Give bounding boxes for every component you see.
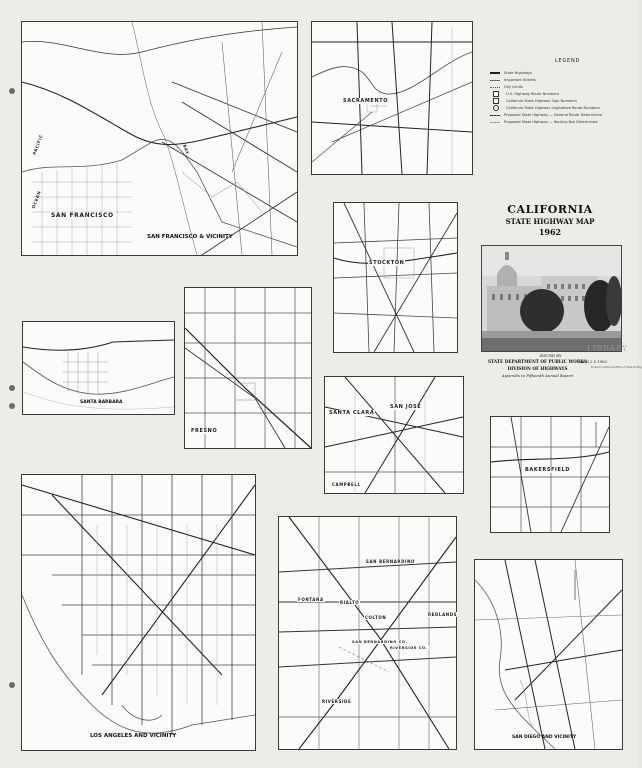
inset-title: BAKERSFIELD — [525, 467, 571, 473]
sacramento-road-network — [312, 22, 472, 174]
issued-by: ISSUED BY — [539, 353, 562, 358]
place-fontana: FONTANA — [298, 597, 324, 602]
binding-hole — [9, 403, 15, 409]
shield-icon — [493, 91, 499, 97]
san-jose-road-network — [325, 377, 463, 493]
inset-san-diego[interactable] — [474, 559, 623, 750]
fresno-road-network — [185, 288, 311, 448]
dotted-line-icon — [490, 87, 500, 88]
appendix-note: Appendix to Fifteenth Annual Report — [501, 373, 574, 378]
inset-santa-barbara[interactable] — [22, 321, 175, 415]
place-rialto: RIALTO — [340, 600, 360, 605]
inset-title: LOS ANGELES AND VICINITY — [90, 733, 177, 739]
circle-icon — [493, 105, 499, 111]
place-riv-county-line: RIVERSIDE CO. — [390, 646, 428, 650]
legend-item: Proposed State Highway — Routing Not Determined — [490, 119, 625, 125]
binding-hole — [9, 682, 15, 688]
printer-note: Printed in California Office of State Printing — [591, 366, 642, 369]
inset-stockton[interactable] — [333, 202, 458, 353]
shield-icon — [493, 98, 499, 104]
inset-title: SAN DIEGO AND VICINITY — [512, 735, 577, 740]
inset-sacramento[interactable] — [311, 21, 473, 175]
place-santa-clara: SANTA CLARA — [329, 410, 375, 416]
legend — [490, 58, 625, 126]
la-road-network — [22, 475, 255, 750]
place-pacific: PACIFIC — [31, 133, 44, 156]
place-campbell: CAMPBELL — [332, 482, 361, 487]
department: STATE DEPARTMENT OF PUBLIC WORKS — [488, 359, 587, 364]
binding-hole — [9, 88, 15, 94]
inset-title: SAN FRANCISCO & VICINITY — [147, 234, 233, 240]
capitol-photo — [481, 245, 622, 352]
inset-title: SANTA BARBARA — [80, 400, 123, 405]
inset-san-francisco[interactable] — [21, 21, 298, 256]
division: DIVISION OF HIGHWAYS — [507, 366, 568, 371]
legend-title: LEGEND — [554, 58, 581, 64]
stockton-road-network — [334, 203, 457, 352]
inset-title: FRESNO — [191, 428, 218, 434]
place-sb-county-line: SAN BERNARDINO CO. — [352, 640, 408, 644]
place-redlands: REDLANDS — [428, 612, 458, 617]
dash-dot-line-icon — [490, 122, 500, 123]
legend-item: California State Highway Sign Numbers — [490, 98, 625, 104]
sb-riverside-road-network — [279, 517, 456, 749]
inset-los-angeles[interactable] — [21, 474, 256, 751]
inset-title: SACRAMENTO — [343, 98, 389, 104]
legend-item: California State Highway Legislative Route Numbers — [490, 105, 625, 111]
dashed-line-icon — [490, 115, 500, 116]
place-san-francisco: SAN FRANCISCO — [51, 212, 114, 219]
legend-item: Important Streets — [490, 77, 625, 83]
map-year: 1962 — [538, 227, 562, 237]
binding-hole — [9, 385, 15, 391]
map-subtitle: STATE HIGHWAY MAP — [505, 217, 595, 226]
received-date: AUG 2 0 1962 — [580, 359, 608, 364]
inset-fresno[interactable] — [184, 287, 312, 449]
solid-thin-line-icon — [490, 80, 500, 81]
capitol-building-image — [482, 246, 621, 351]
place-ocean: OCEAN — [30, 189, 42, 210]
inset-title: STOCKTON — [369, 260, 405, 266]
inset-san-bernardino-riverside[interactable] — [278, 516, 457, 750]
legend-item: U.S. Highway Route Numbers — [490, 91, 625, 97]
legend-item: State Highways — [490, 70, 625, 76]
legend-item: Proposed State Highway — General Route Determined — [490, 112, 625, 118]
place-bay: BAY — [182, 143, 191, 156]
place-colton: COLTON — [365, 615, 387, 620]
solid-heavy-line-icon — [490, 72, 500, 74]
place-riverside: RIVERSIDE — [322, 699, 352, 704]
legend-item: City Limits — [490, 84, 625, 90]
sd-road-network — [475, 560, 622, 749]
library-stamp: LIBRARY — [587, 344, 628, 353]
map-title: CALIFORNIA — [507, 203, 593, 216]
place-san-bernardino: SAN BERNARDINO — [366, 559, 416, 564]
inset-san-jose[interactable] — [324, 376, 464, 494]
sf-road-network — [22, 22, 297, 255]
inset-bakersfield[interactable] — [490, 416, 610, 533]
bakersfield-road-network — [491, 417, 609, 532]
place-san-jose: SAN JOSE — [390, 404, 422, 410]
